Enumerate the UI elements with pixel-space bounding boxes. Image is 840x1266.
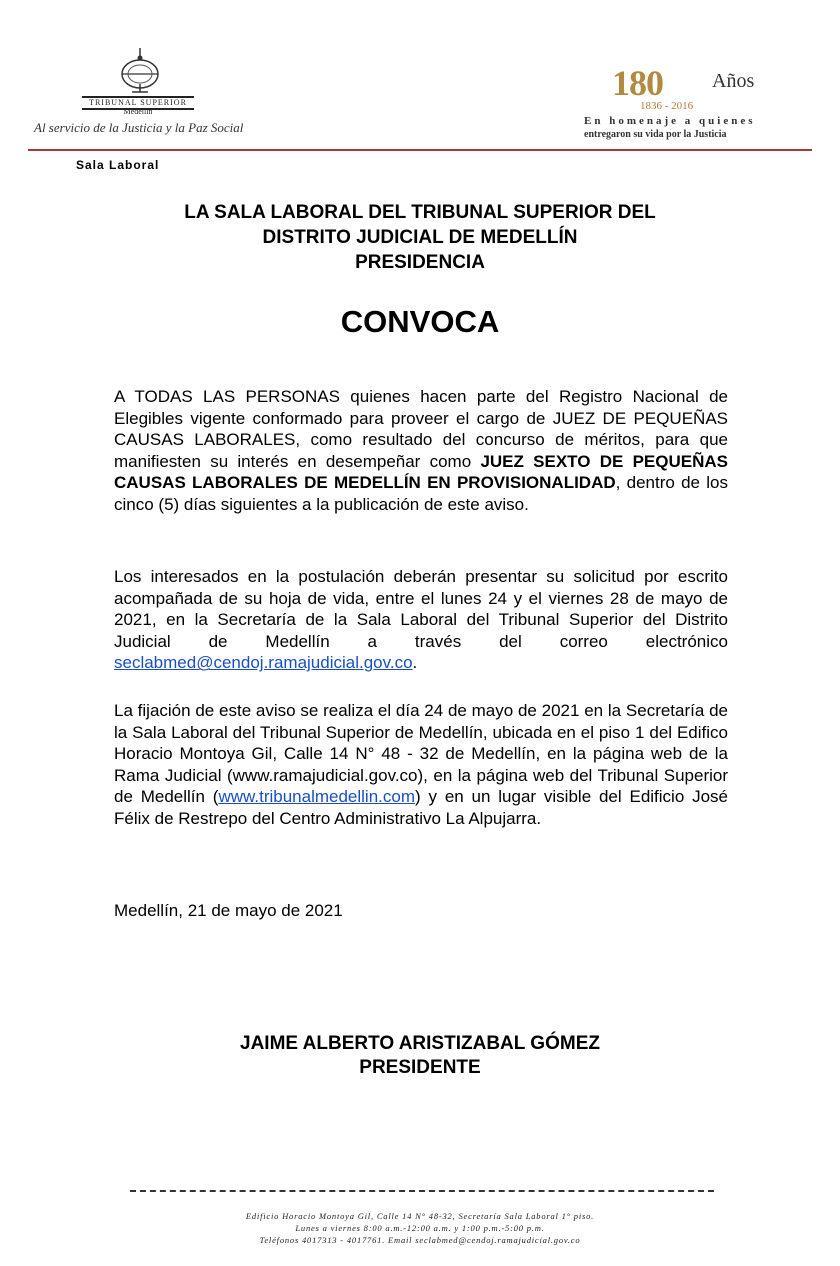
footer-hours: Lunes a viernes 8:00 a.m.-12:00 a.m. y 1:00 p.m.-5:00 p.m. xyxy=(295,1223,545,1233)
paragraph-2 xyxy=(114,566,728,674)
paragraph-3-text-a: La fijación de este aviso se realiza el día 24 de mayo de 2021 en la Secretaría de la Sala Laboral del Tribunal Superior de Medellín, ubicada en el piso 1 del Edifico Horacio Montoya Gil, Calle 14 N° 48 - 32 de Medellín, en la página web de la Rama Judicial (www.ramajudicial.gov.co), en la página web del Tribunal Superior de Medellín ( xyxy=(114,701,728,807)
anniversary-number: 180 xyxy=(612,63,663,103)
tribunal-name-plate: TRIBUNAL SUPERIOR xyxy=(82,96,194,110)
header-divider xyxy=(28,149,812,151)
signer-name: JAIME ALBERTO ARISTIZABAL GÓMEZ xyxy=(240,1033,600,1054)
footer-contact xyxy=(200,1210,640,1246)
heading-line-3: PRESIDENCIA xyxy=(355,252,485,273)
signature-block xyxy=(100,1032,740,1080)
heading-line-1: LA SALA LABORAL DEL TRIBUNAL SUPERIOR DEL xyxy=(184,202,656,223)
homage-line-1: En homenaje a quienes xyxy=(584,115,756,127)
paragraph-2-end: . xyxy=(412,653,418,673)
anniversary-label: Años xyxy=(712,70,755,92)
paragraph-1 xyxy=(114,386,728,516)
tribunal-motto: Al servicio de la Justicia y la Paz Social xyxy=(34,120,244,135)
paragraph-3 xyxy=(114,700,728,830)
footer-divider xyxy=(130,1190,714,1192)
paragraph-3-text-b: ) y en un lugar visible del Edificio José Félix de Restrepo del Centro Administrativo La Alpujarra. xyxy=(114,787,729,828)
paragraph-2-text: Los interesados en la postulación deberán presentar su solicitud por escrito acompañada de su hoja de vida, entre el lunes 24 y el viernes 28 de mayo de 2021, en la Secretaría de la Sala Laboral del Tribunal Superior del Distrito Judicial de Medellín a través del correo electrónico xyxy=(114,567,728,651)
paragraph-1-text-b: , dentro de los cinco (5) días siguientes a la publicación de este aviso. xyxy=(114,473,728,514)
sala-label: Sala Laboral xyxy=(76,158,160,172)
paragraph-1-bold: JUEZ SEXTO DE PEQUEÑAS CAUSAS LABORALES DE MEDELLÍN EN PROVISIONALIDAD xyxy=(114,451,728,493)
email-link[interactable]: seclabmed@cendoj.ramajudicial.gov.co xyxy=(114,653,413,673)
homage-line-2: entregaron su vida por la Justicia xyxy=(584,129,727,140)
document-heading xyxy=(100,200,740,275)
footer-phones: Teléfonos 4017313 - 4017761. Email seclabmed@cendoj.ramajudicial.gov.co xyxy=(259,1235,581,1245)
heading-line-2: DISTRITO JUDICIAL DE MEDELLÍN xyxy=(262,227,578,248)
tribunal-emblem-icon xyxy=(118,48,162,94)
convoca-title: CONVOCA xyxy=(340,304,500,339)
signer-title: PRESIDENTE xyxy=(359,1057,481,1078)
date-line: Medellín, 21 de mayo de 2021 xyxy=(114,901,343,920)
footer-address: Edificio Horacio Montoya Gil, Calle 14 N° 48-32, Secretaría Sala Laboral 1° piso. xyxy=(245,1211,595,1221)
website-link[interactable]: www.tribunalmedellin.com xyxy=(218,787,416,807)
paragraph-1-text-a: A TODAS LAS PERSONAS quienes hacen parte del Registro Nacional de Elegibles vigente conformado para proveer el cargo de JUEZ DE PEQUEÑAS CAUSAS LABORALES, como resultado del concurso de méritos, para que manifiesten su interés en desempeñar como xyxy=(114,387,728,471)
anniversary-range: 1836 - 2016 xyxy=(640,100,694,112)
tribunal-city: Medellín xyxy=(123,107,153,116)
